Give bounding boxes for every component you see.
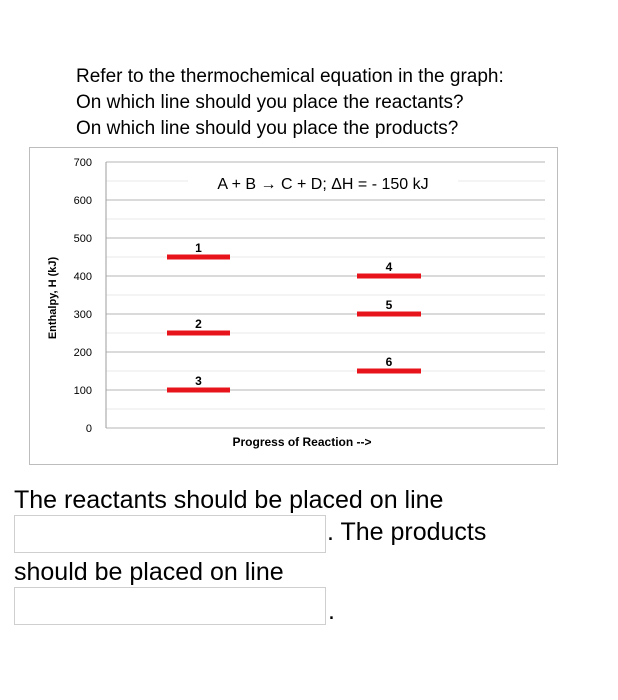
- level-label-2: 2: [195, 317, 202, 331]
- x-axis-label: Progress of Reaction -->: [232, 435, 372, 449]
- answer-period: .: [328, 597, 335, 625]
- products-answer-input[interactable]: [14, 587, 326, 625]
- level-line-6: [357, 369, 421, 374]
- y-tick-label: 600: [73, 195, 92, 207]
- y-tick-label: 700: [73, 157, 92, 169]
- y-tick-label: 0: [85, 423, 92, 435]
- chart-frame: [29, 147, 558, 465]
- y-tick-label: 100: [73, 385, 92, 397]
- level-line-5: [357, 312, 421, 317]
- y-tick-label: 200: [73, 347, 92, 359]
- level-label-6: 6: [385, 355, 393, 369]
- answer-text-2: . The products: [327, 518, 487, 546]
- level-line-2: [167, 331, 230, 336]
- reactants-answer-input[interactable]: [14, 515, 326, 553]
- chart-title: A + B → C + D; ΔH = - 150 kJ: [217, 176, 429, 193]
- level-line-1: [167, 255, 230, 260]
- question-line-3: On which line should you place the products?: [76, 118, 459, 139]
- level-label-5: 5: [385, 298, 393, 312]
- answer-text-1: The reactants should be placed on line: [14, 486, 444, 514]
- enthalpy-chart: [30, 148, 557, 464]
- question-line-2: On which line should you place the reactants?: [76, 92, 464, 113]
- level-line-4: [357, 274, 421, 279]
- y-tick-label: 500: [73, 233, 92, 245]
- level-line-3: [167, 388, 230, 393]
- y-tick-label: 400: [73, 271, 92, 283]
- y-tick-label: 300: [73, 309, 92, 321]
- question-line-1: Refer to the thermochemical equation in the graph:: [76, 66, 504, 87]
- question-text: [76, 64, 504, 142]
- y-axis-label: Enthalpy, H (kJ): [47, 256, 59, 340]
- answer-text-3: should be placed on line: [14, 558, 284, 586]
- level-label-3: 3: [195, 374, 202, 388]
- level-label-1: 1: [195, 241, 202, 255]
- level-label-4: 4: [385, 260, 393, 274]
